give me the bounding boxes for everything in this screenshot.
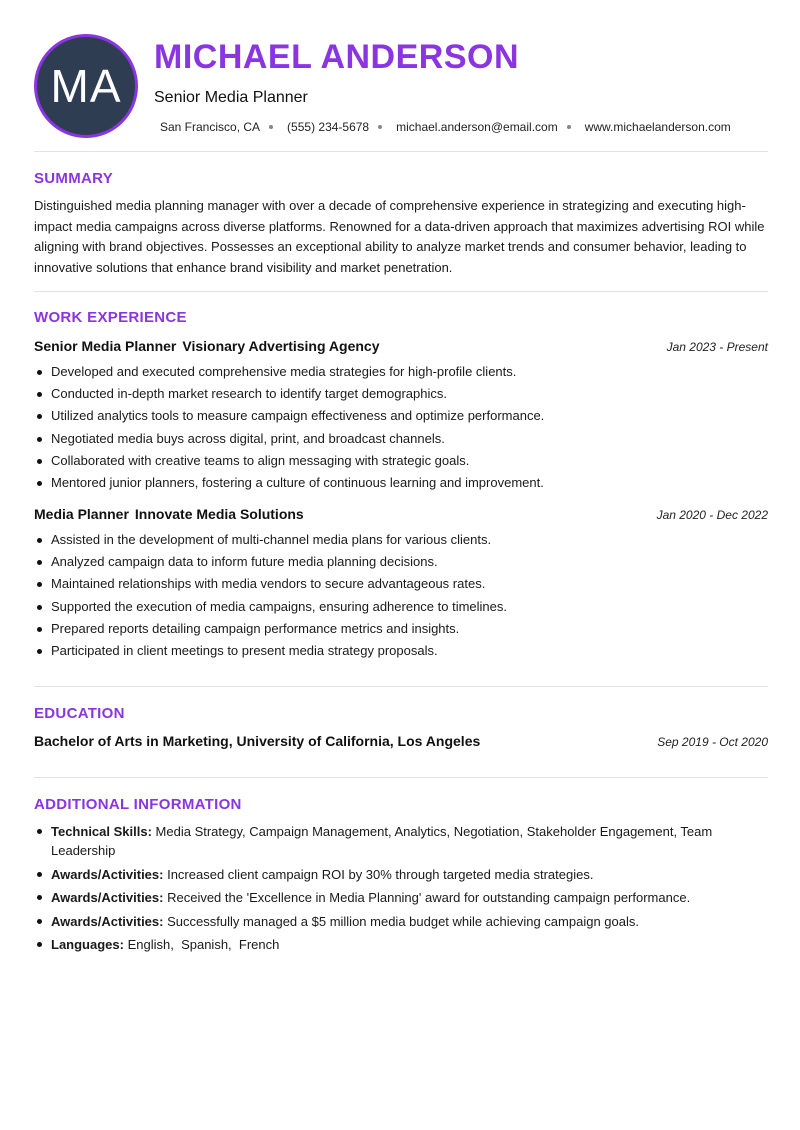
list-item: Conducted in-depth market research to identify target demographics.	[34, 383, 768, 405]
summary-heading: SUMMARY	[34, 170, 114, 187]
experience-heading: WORK EXPERIENCE	[34, 309, 187, 326]
education-dates: Sep 2019 - Oct 2020	[657, 735, 768, 749]
item-text: Received the 'Excellence in Media Planning' award for outstanding campaign performance.	[167, 890, 691, 905]
resume-header	[34, 34, 768, 138]
contact-location: San Francisco, CA	[160, 120, 261, 134]
contact-email[interactable]: michael.anderson@email.com	[396, 120, 558, 134]
job-dates: Jan 2023 - Present	[666, 340, 768, 354]
list-item: Developed and executed comprehensive media strategies for high-profile clients.	[34, 361, 768, 383]
additional-list	[34, 822, 768, 959]
job-company: Visionary Advertising Agency	[182, 338, 380, 354]
item-text: English, Spanish, French	[127, 937, 280, 952]
separator-dot-icon	[269, 125, 273, 129]
contact-phone: (555) 234-5678	[287, 120, 370, 134]
section-divider	[34, 291, 768, 292]
avatar-initials: MA	[50, 60, 122, 112]
list-item: Supported the execution of media campaigns, ensuring adherence to timelines.	[34, 596, 768, 618]
avatar	[34, 34, 138, 138]
list-item: Utilized analytics tools to measure campaign effectiveness and optimize performance.	[34, 405, 768, 427]
list-item	[34, 912, 768, 931]
job-header	[34, 338, 768, 358]
list-item: Participated in client meetings to present media strategy proposals.	[34, 640, 768, 662]
item-label: Technical Skills:	[51, 824, 152, 839]
list-item	[34, 935, 768, 954]
separator-dot-icon	[378, 125, 382, 129]
contact-line	[160, 120, 731, 134]
job-company: Innovate Media Solutions	[134, 506, 304, 522]
list-item	[34, 865, 768, 884]
education-entry	[34, 733, 768, 753]
list-item: Collaborated with creative teams to align messaging with strategic goals.	[34, 450, 768, 472]
job-dates: Jan 2020 - Dec 2022	[656, 508, 768, 522]
item-label: Languages:	[51, 937, 124, 952]
section-divider	[34, 777, 768, 778]
item-label: Awards/Activities:	[51, 890, 164, 905]
section-divider	[34, 686, 768, 687]
list-item	[34, 888, 768, 907]
education-degree: Bachelor of Arts in Marketing, University of California, Los Angeles	[34, 733, 481, 749]
list-item: Negotiated media buys across digital, print, and broadcast channels.	[34, 428, 768, 450]
section-divider	[34, 151, 768, 152]
summary-text: Distinguished media planning manager with over a decade of comprehensive experience in strategizing and executing high-impact media campaigns across diverse platforms. Renowned for a data-driven approach that maximizes advertising ROI while aligning with brand objectives. Possesses an exceptional ability to analyze market trends and consumer behavior, leading to innovative solutions that enhance brand visibility and market penetration.	[34, 198, 765, 275]
list-item: Assisted in the development of multi-channel media plans for various clients.	[34, 529, 768, 551]
item-text: Increased client campaign ROI by 30% through targeted media strategies.	[167, 866, 594, 882]
item-label: Awards/Activities:	[51, 913, 164, 929]
list-item: Maintained relationships with media vendors to secure advantageous rates.	[34, 573, 768, 595]
item-text: Media Strategy, Campaign Management, Analytics, Negotiation, Stakeholder Engagement, Team Leadership	[51, 824, 713, 858]
job-role: Media Planner	[34, 506, 129, 522]
job-bullets	[34, 361, 768, 494]
candidate-title: Senior Media Planner	[154, 89, 308, 106]
contact-website[interactable]: www.michaelanderson.com	[584, 120, 731, 134]
list-item: Analyzed campaign data to inform future media planning decisions.	[34, 551, 768, 573]
list-item: Prepared reports detailing campaign performance metrics and insights.	[34, 618, 768, 640]
list-item	[34, 822, 768, 860]
job-header	[34, 506, 768, 526]
job-bullets	[34, 529, 768, 662]
job-role: Senior Media Planner	[34, 338, 177, 354]
list-item: Mentored junior planners, fostering a culture of continuous learning and improvement.	[34, 472, 768, 494]
separator-dot-icon	[567, 125, 571, 129]
additional-heading: ADDITIONAL INFORMATION	[34, 796, 242, 813]
item-text: Successfully managed a $5 million media budget while achieving campaign goals.	[167, 913, 639, 929]
education-heading: EDUCATION	[34, 705, 125, 722]
candidate-name: MICHAEL ANDERSON	[154, 38, 520, 76]
item-label: Awards/Activities:	[51, 866, 164, 882]
